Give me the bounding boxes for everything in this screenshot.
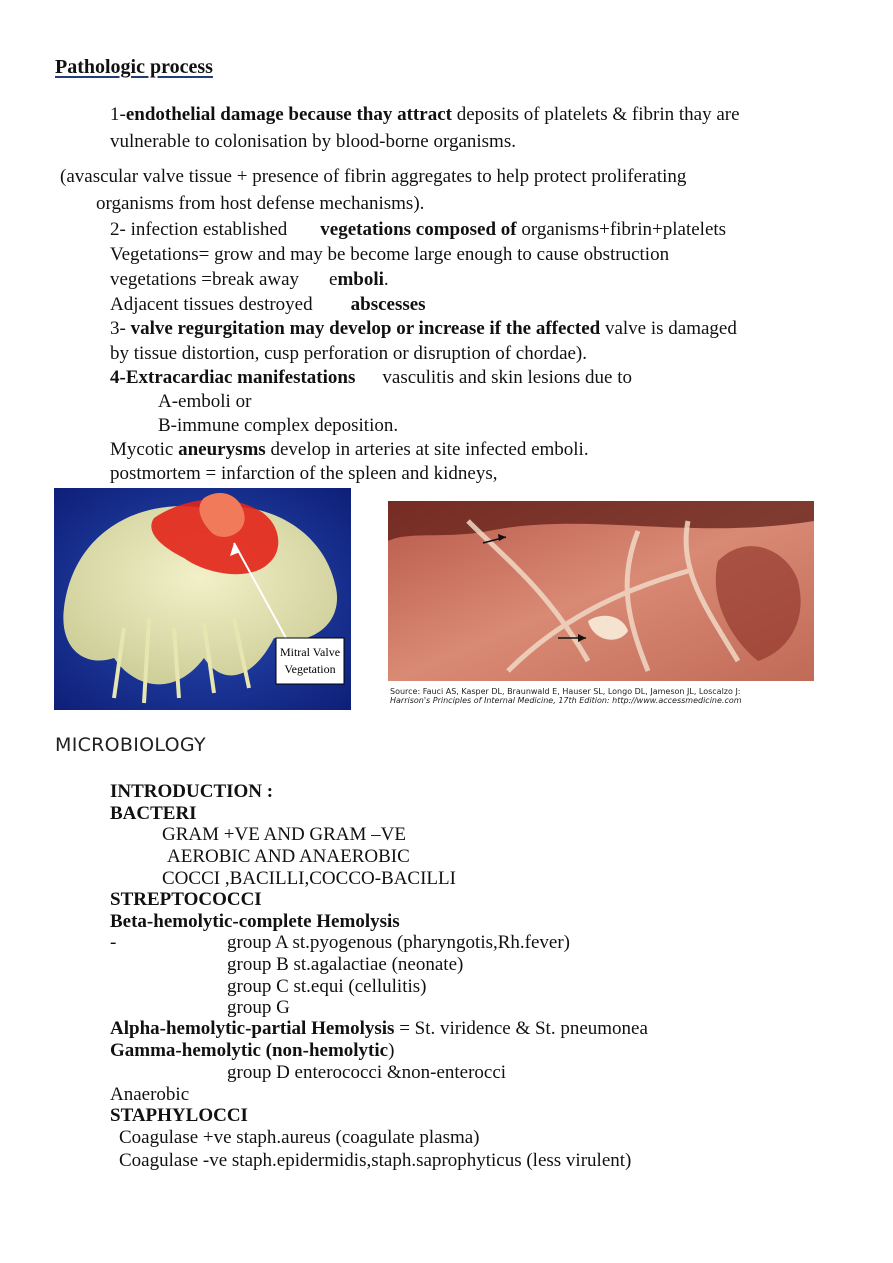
micro-staphylococci: STAPHYLOCCI [110,1105,248,1126]
micro-aerobic: AEROBIC AND ANAEROBIC [167,846,410,867]
section-title-microbiology: MICROBIOLOGY [55,734,206,756]
micro-group-d: group D enterococci &non-enterocci [227,1062,507,1083]
mitral-valve-vegetation-image [54,488,351,710]
figure-source-line-2: Harrison's Principles of Internal Medicine, 17th Edition: http://www.accessmedicine.com [390,696,742,705]
point-4-line: 4-Extracardiac manifestations vasculitis and skin lesions due to [110,367,633,388]
point-1-line-2: vulnerable to colonisation by blood-borne organisms. [110,131,516,152]
micro-streptococci: STREPTOCOCCI [110,889,262,910]
vegetations-break-line: vegetations =break away emboli. [110,269,389,290]
postmortem-line: postmortem = infarction of the spleen and kidneys, [110,463,498,484]
endocarditis-heart-image [388,501,814,681]
figure-label-line-2: Vegetation [284,662,336,676]
micro-dash: - [110,932,117,953]
mycotic-aneurysms-line: Mycotic aneurysms develop in arteries at site infected emboli. [110,439,589,460]
point-3-line-1: 3- valve regurgitation may develop or increase if the affected valve is damaged [110,318,737,339]
micro-alpha-hemolytic: Alpha-hemolytic-partial Hemolysis = St. viridence & St. pneumonea [110,1018,648,1039]
point-2-line: 2- infection established vegetations composed of organisms+fibrin+platelets [110,219,727,240]
micro-cocci: COCCI ,BACILLI,COCCO-BACILLI [162,868,456,889]
micro-group-c: group C st.equi (cellulitis) [227,976,427,997]
adjacent-tissues-line: Adjacent tissues destroyed abscesses [110,294,426,315]
point-1-line-1: 1-endothelial damage because thay attract deposits of platelets & fibrin thay are [110,104,740,125]
section-title-pathologic-process: Pathologic process [55,56,213,78]
micro-bacteri: BACTERI [110,803,197,824]
micro-introduction: INTRODUCTION : [110,781,274,802]
micro-group-g: group G [227,997,290,1018]
point-4-immune-complex: B-immune complex deposition. [158,415,399,436]
micro-beta-hemolytic: Beta-hemolytic-complete Hemolysis [110,911,400,932]
micro-gamma-hemolytic: Gamma-hemolytic (non-hemolytic) [110,1040,395,1061]
avascular-note-line-2: organisms from host defense mechanisms). [96,193,425,214]
point-3-line-2: by tissue distortion, cusp perforation or disruption of chordae). [110,343,588,364]
figure-label-line-1: Mitral Valve [279,645,341,659]
avascular-note-line-1: (avascular valve tissue + presence of fibrin aggregates to help protect proliferating [60,166,687,187]
micro-gram: GRAM +VE AND GRAM –VE [162,824,407,845]
heart-interior-photo [388,501,814,681]
micro-group-a: group A st.pyogenous (pharyngotis,Rh.fever) [227,932,571,953]
micro-coagulase-negative: Coagulase -ve staph.epidermidis,staph.saprophyticus (less virulent) [119,1150,632,1171]
micro-group-b: group B st.agalactiae (neonate) [227,954,464,975]
micro-coagulase-positive: Coagulase +ve staph.aureus (coagulate plasma) [119,1127,480,1148]
point-4-emboli: A-emboli or [158,391,252,412]
figure-source-line-1: Source: Fauci AS, Kasper DL, Braunwald E, Hauser SL, Longo DL, Jameson JL, Loscalzo J: [390,687,741,696]
micro-anaerobic: Anaerobic [110,1084,190,1105]
vegetations-grow-line: Vegetations= grow and may be become large enough to cause obstruction [110,244,670,265]
